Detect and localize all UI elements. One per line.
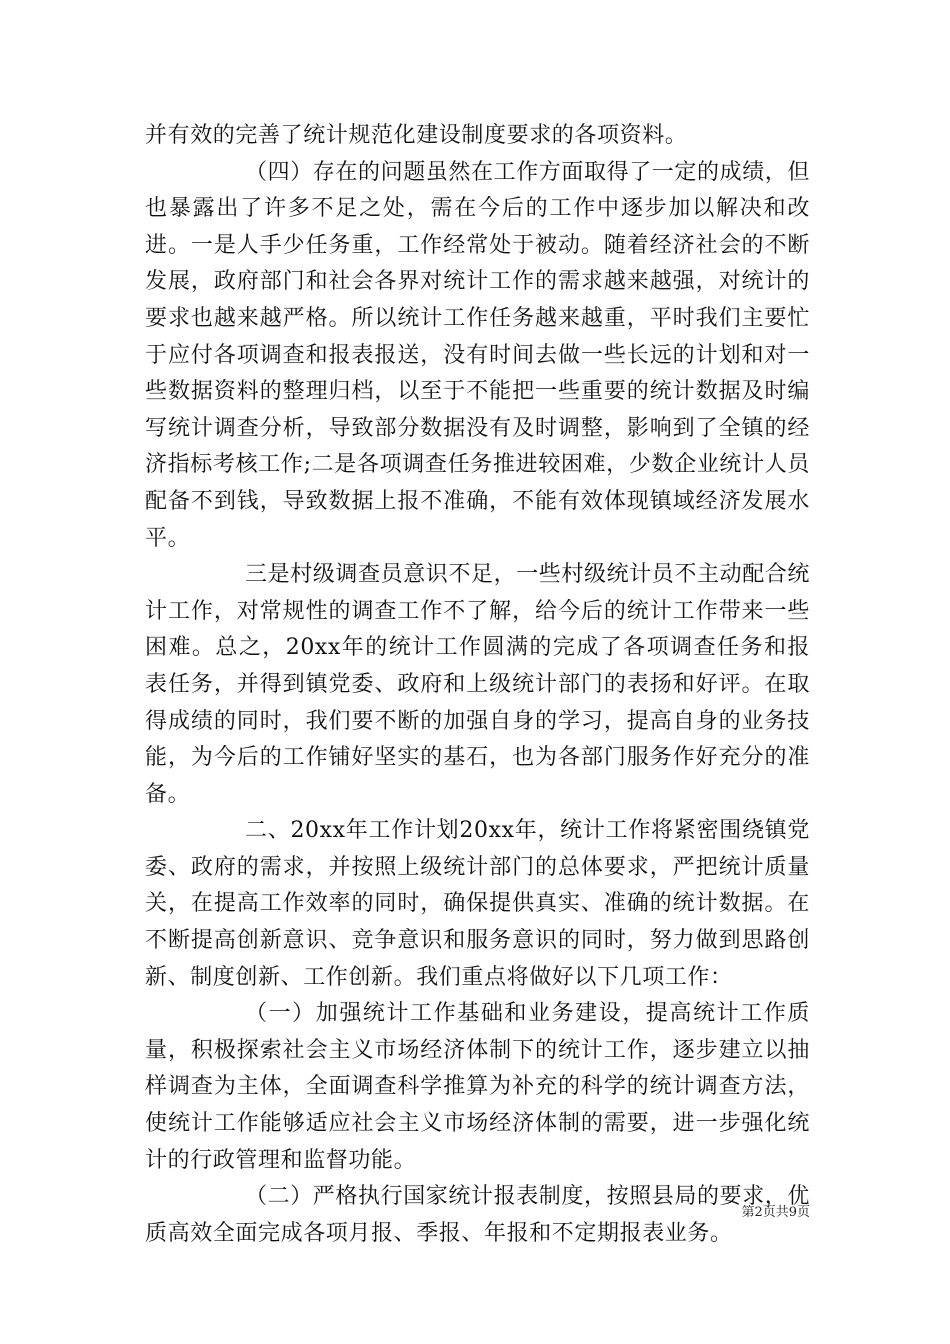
paragraph-item-two: （二）严格执行国家统计报表制度，按照县局的要求，优质高效全面完成各项月报、季报、年报和不定期报表业务。 (145, 1184, 811, 1246)
paragraph-work-plan: 二、20xx年工作计划20xx年，统计工作将紧密围绕镇党委、政府的需求，并按照上级统计部门的总体要求，严把统计质量关，在提高工作效率的同时，确保提供真实、准确的统计数据。在不断提高创新意识、竞争意识和服务意识的同时，努力做到思路创新、制度创新、工作创新。我们重点将做好以下几项工作： (145, 818, 810, 990)
paragraph-existing-problems: （四）存在的问题虽然在工作方面取得了一定的成绩，但也暴露出了许多不足之处，需在今后的工作中逐步加以解决和改进。一是人手少任务重，工作经常处于被动。随着经济社会的不断发展，政府部门和社会各界对统计工作的需求越来越强，对统计的要求也越来越严格。所以统计工作任务越来越重，平时我们主要忙于应付各项调查和报表报送，没有时间去做一些长远的计划和对一些数据资料的整理归档，以至于不能把一些重要的统计数据及时编写统计调查分析，导致部分数据没有及时调整，影响到了全镇的经济指标考核工作;二是各项调查任务推进较困难，少数企业统计人员配备不到钱，导致数据上报不准确，不能有效体现镇域经济发展水平。 (145, 159, 811, 551)
paragraph-village-surveyors: 三是村级调查员意识不足，一些村级统计员不主动配合统计工作，对常规性的调查工作不了解，给今后的统计工作带来一些困难。总之，20xx年的统计工作圆满的完成了各项调查任务和报表任务，并得到镇党委、政府和上级统计部门的表扬和好评。在取得成绩的同时，我们要不断的加强自身的学习，提高自身的业务技能，为今后的工作铺好坚实的基石，也为各部门服务作好充分的准备。 (145, 562, 811, 807)
paragraph-continuation: 并有效的完善了统计规范化建设制度要求的各项资料。 (145, 123, 688, 148)
document-body (145, 118, 810, 1252)
page-number-footer: 第2页共9页 (741, 1205, 810, 1220)
paragraph-item-one: （一）加强统计工作基础和业务建设，提高统计工作质量，积极探索社会主义市场经济体制下的统计工作，逐步建立以抽样调查为主体，全面调查科学推算为补充的科学的统计调查方法，使统计工作能够适应社会主义市场经济体制的需要，进一步强化统计的行政管理和监督功能。 (145, 1001, 810, 1173)
